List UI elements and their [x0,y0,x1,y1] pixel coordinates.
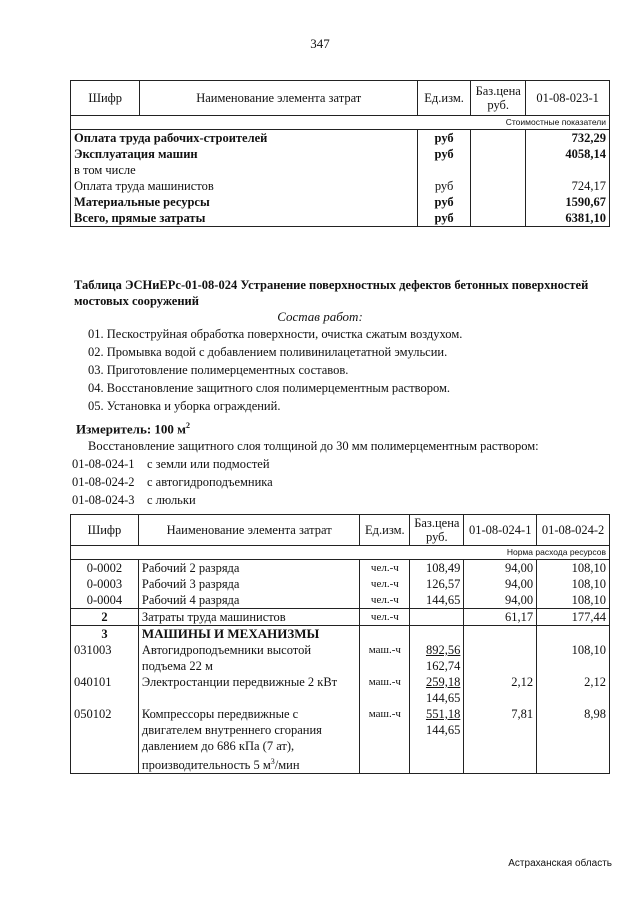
section-heading: МАШИНЫ И МЕХАНИЗМЫ [138,626,360,643]
row-value: 1590,67 [526,194,610,210]
meter-line: Измеритель: 100 $м^2$ [76,421,191,437]
row-name: Компрессоры передвижные с двигателем внутреннего сгорания давлением до 686 кПа (7 ат), производительность 5 $м^3$/мин [138,706,360,774]
page-number: 347 [310,36,330,51]
row-unit: руб [418,194,471,210]
row-cipher: 0-0004 [71,592,139,609]
row-price: 144,65 [410,592,464,609]
row-name: Рабочий 3 разряда [138,576,360,592]
composition-label: Состав работ: [277,309,363,324]
col-unit: Ед.изм. [360,515,410,546]
row-unit: чел.-ч [360,576,410,592]
row-value-1: 94,00 [464,576,537,592]
row-value: 6381,10 [526,210,610,227]
row-price: 126,57 [410,576,464,592]
cost-table [70,80,610,227]
row-cipher: 031003 [71,642,139,674]
col-base-price: Баз.цена руб. [410,515,464,546]
row-unit: маш.-ч [360,674,410,706]
footer-region: Астраханская область [508,858,612,869]
code-line: 01-08-024-2 с автогидроподъемника [72,475,273,489]
description: Восстановление защитного слоя толщиной до 30 мм полимерцементным раствором: [88,439,539,453]
row-cipher: 0-0003 [71,576,139,592]
row-value: 732,29 [526,130,610,147]
row-name: Оплата труда машинистов [71,178,418,194]
row-name: Всего, прямые затраты [71,210,418,227]
row-value-1: 94,00 [464,592,537,609]
row-unit: руб [418,130,471,147]
work-item: 01. Пескоструйная обработка поверхности, очистка сжатым воздухом. [88,327,463,341]
row-name: Эксплуатация машин [71,146,418,162]
row-price: 892,56 162,74 [410,642,464,674]
work-item: 02. Промывка водой с добавлением поливинилацетатной эмульсии. [88,345,448,359]
row-value: 4058,14 [526,146,610,162]
row-cipher: 050102 [71,706,139,774]
row-value-1: 61,17 [464,609,537,626]
work-item: 04. Восстановление защитного слоя полимерцементным раствором. [88,381,451,395]
col-code: 01-08-023-1 [526,81,610,116]
row-value-2: 8,98 [537,706,610,774]
row-value-2: 177,44 [537,609,610,626]
col-unit: Ед.изм. [418,81,471,116]
col-base-price: Баз.цена руб. [471,81,526,116]
row-cipher: 0-0002 [71,560,139,577]
row-price: 551,18 144,65 [410,706,464,774]
row-name: Оплата труда рабочих-строителей [71,130,418,147]
col-cipher: Шифр [71,515,139,546]
section-title: Таблица ЭСНиЕРс-01-08-024 Устранение поверхностных дефектов бетонных поверхностей мостовых сооружений [74,278,589,308]
row-name: Рабочий 2 разряда [138,560,360,577]
row-name: Затраты труда машинистов [138,609,360,626]
table-subheader: Норма расхода ресурсов [71,546,610,560]
col-code-1: 01-08-024-1 [464,515,537,546]
row-value-2: 108,10 [537,642,610,674]
resources-table [70,514,610,774]
row-value-1: 94,00 [464,560,537,577]
row-cipher: 3 [71,626,139,643]
col-cipher: Шифр [71,81,140,116]
row-value-1 [464,642,537,674]
row-name: Рабочий 4 разряда [138,592,360,609]
row-name: Электростанции передвижные 2 кВт [138,674,360,706]
row-name: Автогидроподъемники высотой подъема 22 м [138,642,360,674]
row-value-2: 2,12 [537,674,610,706]
row-value-2: 108,10 [537,560,610,577]
row-price: 259,18 144,65 [410,674,464,706]
row-unit: чел.-ч [360,560,410,577]
col-name: Наименование элемента затрат [138,515,360,546]
work-item: 05. Установка и уборка ограждений. [88,399,281,413]
code-line: 01-08-024-1 с земли или подмостей [72,457,270,471]
row-unit: руб [418,146,471,162]
table-subheader: Стоимостные показатели [71,116,610,130]
col-code-2: 01-08-024-2 [537,515,610,546]
row-value-2: 108,10 [537,592,610,609]
work-item: 03. Приготовление полимерцементных составов. [88,363,349,377]
row-cipher: 040101 [71,674,139,706]
row-name: в том числе [71,162,418,178]
row-unit: руб [418,178,471,194]
row-name: Материальные ресурсы [71,194,418,210]
row-value-1: 7,81 [464,706,537,774]
row-value-1: 2,12 [464,674,537,706]
row-value-2: 108,10 [537,576,610,592]
row-unit: маш.-ч [360,706,410,774]
row-price: 108,49 [410,560,464,577]
col-name: Наименование элемента затрат [140,81,418,116]
row-unit: чел.-ч [360,609,410,626]
code-line: 01-08-024-3 с люльки [72,493,196,507]
row-unit: маш.-ч [360,642,410,674]
row-unit: чел.-ч [360,592,410,609]
row-cipher: 2 [71,609,139,626]
row-unit: руб [418,210,471,227]
row-value: 724,17 [526,178,610,194]
